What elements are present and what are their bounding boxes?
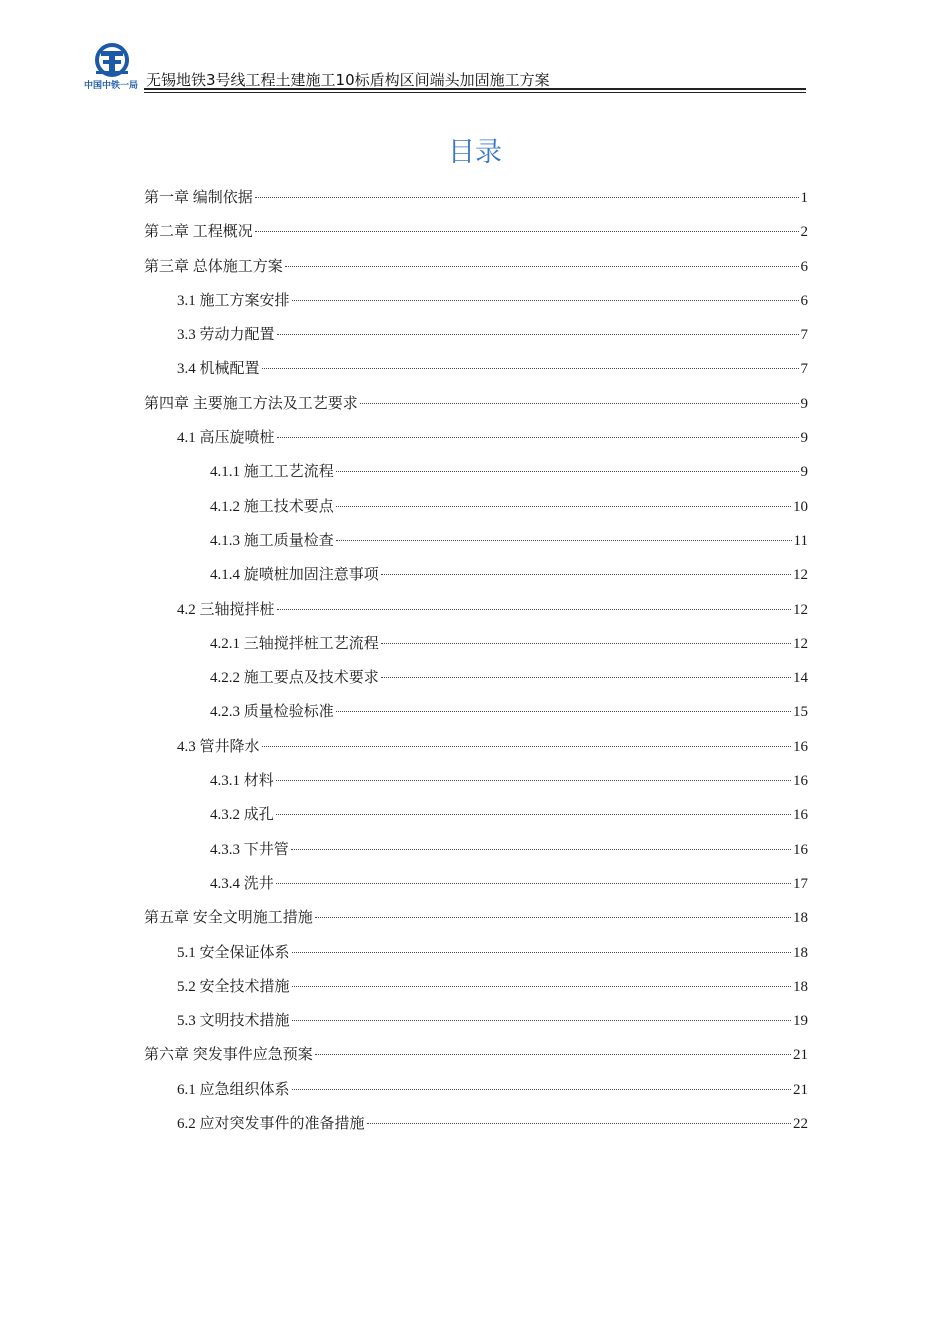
toc-entry-label: 第一章 编制依据 — [144, 190, 253, 206]
toc-entry[interactable] — [144, 941, 808, 975]
toc-leader-dots — [277, 609, 791, 610]
toc-entry[interactable] — [144, 1043, 808, 1077]
toc-entry-label: 3.1 施工方案安排 — [177, 292, 290, 309]
toc-leader-dots — [360, 403, 799, 404]
toc-entry-page: 16 — [793, 773, 808, 790]
toc-entry-page: 2 — [800, 224, 808, 241]
toc-entry[interactable] — [144, 357, 808, 391]
toc-entry-label: 4.3.2 成孔 — [210, 807, 274, 824]
toc-leader-dots — [336, 711, 791, 712]
toc-entry-label: 4.1.1 施工工艺流程 — [210, 464, 334, 481]
toc-leader-dots — [336, 540, 792, 541]
toc-leader-dots — [315, 1054, 791, 1055]
toc-leader-dots — [255, 197, 799, 198]
toc-entry[interactable] — [144, 803, 808, 837]
toc-entry-page: 11 — [793, 532, 808, 549]
toc-entry-label: 4.3.1 材料 — [210, 773, 274, 790]
toc-leader-dots — [292, 986, 791, 987]
toc-entry-label: 4.2.2 施工要点及技术要求 — [210, 670, 379, 687]
toc-entry[interactable] — [144, 735, 808, 769]
toc-entry[interactable] — [144, 838, 808, 872]
toc-entry[interactable] — [144, 563, 808, 597]
toc-entry-label: 4.1 高压旋喷桩 — [177, 430, 275, 447]
toc-entry-page: 6 — [800, 292, 808, 309]
toc-entry-page: 18 — [793, 978, 808, 995]
toc-entry-label: 6.1 应急组织体系 — [177, 1081, 290, 1098]
toc-leader-dots — [276, 883, 791, 884]
toc-entry-label: 4.3.3 下井管 — [210, 841, 289, 858]
toc-entry-label: 4.3.4 洗井 — [210, 875, 274, 892]
toc-leader-dots — [276, 780, 791, 781]
toc-entry-label: 5.2 安全技术措施 — [177, 978, 290, 995]
toc-entry[interactable] — [144, 598, 808, 632]
toc-title: 目录 — [448, 137, 502, 168]
toc-leader-dots — [336, 471, 799, 472]
toc-entry[interactable] — [144, 700, 808, 734]
toc-entry[interactable] — [144, 1078, 808, 1112]
toc-entry-page: 15 — [793, 704, 808, 721]
table-of-contents — [144, 186, 808, 1146]
toc-entry-page: 16 — [793, 841, 808, 858]
toc-entry-label: 4.3 管井降水 — [177, 738, 260, 755]
toc-leader-dots — [381, 677, 791, 678]
toc-entry-label: 第三章 总体施工方案 — [144, 258, 283, 275]
toc-entry[interactable] — [144, 495, 808, 529]
toc-entry[interactable] — [144, 872, 808, 906]
toc-entry-label: 第六章 突发事件应急预案 — [144, 1047, 313, 1064]
toc-entry-label: 4.2 三轴搅拌桩 — [177, 601, 275, 618]
toc-entry[interactable] — [144, 426, 808, 460]
toc-entry-page: 18 — [793, 944, 808, 961]
toc-entry-page: 12 — [793, 601, 808, 618]
toc-leader-dots — [336, 506, 791, 507]
toc-entry-label: 第四章 主要施工方法及工艺要求 — [144, 395, 358, 412]
toc-entry-label: 第五章 安全文明施工措施 — [144, 910, 313, 927]
toc-entry[interactable] — [144, 632, 808, 666]
toc-leader-dots — [381, 643, 791, 644]
toc-entry-page: 14 — [793, 670, 808, 687]
toc-entry-label: 4.1.4 旋喷桩加固注意事项 — [210, 567, 379, 584]
toc-entry-label: 3.4 机械配置 — [177, 361, 260, 378]
toc-leader-dots — [292, 952, 791, 953]
header-rule — [144, 88, 806, 93]
toc-entry-page: 1 — [800, 190, 808, 206]
toc-leader-dots — [255, 231, 799, 232]
toc-entry-page: 12 — [793, 567, 808, 584]
toc-entry[interactable] — [144, 392, 808, 426]
toc-entry-page: 6 — [800, 258, 808, 275]
toc-entry[interactable] — [144, 255, 808, 289]
toc-leader-dots — [291, 849, 791, 850]
toc-entry-page: 12 — [793, 635, 808, 652]
toc-entry-page: 7 — [800, 361, 808, 378]
toc-leader-dots — [381, 574, 791, 575]
toc-entry-label: 4.1.3 施工质量检查 — [210, 532, 334, 549]
toc-leader-dots — [277, 334, 799, 335]
toc-entry[interactable] — [144, 1009, 808, 1043]
toc-entry[interactable] — [144, 529, 808, 563]
toc-entry[interactable] — [144, 289, 808, 323]
toc-entry-label: 4.1.2 施工技术要点 — [210, 498, 334, 515]
header-title: 无锡地铁3号线工程土建施工10标盾构区间端头加固施工方案 — [146, 71, 550, 89]
toc-entry-page: 18 — [793, 910, 808, 927]
toc-entry[interactable] — [144, 975, 808, 1009]
toc-entry-page: 17 — [793, 875, 808, 892]
toc-leader-dots — [262, 746, 791, 747]
toc-entry[interactable] — [144, 1112, 808, 1146]
toc-entry[interactable] — [144, 186, 808, 220]
toc-leader-dots — [262, 368, 799, 369]
toc-entry[interactable] — [144, 220, 808, 254]
toc-leader-dots — [292, 1020, 791, 1021]
toc-leader-dots — [315, 917, 791, 918]
toc-entry-page: 9 — [800, 395, 808, 412]
toc-entry[interactable] — [144, 666, 808, 700]
toc-entry[interactable] — [144, 323, 808, 357]
toc-entry-label: 第二章 工程概况 — [144, 224, 253, 241]
toc-entry-page: 9 — [800, 464, 808, 481]
toc-entry-page: 9 — [800, 430, 808, 447]
toc-entry-label: 5.3 文明技术措施 — [177, 1013, 290, 1030]
toc-leader-dots — [367, 1123, 791, 1124]
toc-entry-page: 16 — [793, 807, 808, 824]
toc-leader-dots — [277, 437, 799, 438]
toc-entry-page: 21 — [793, 1081, 808, 1098]
toc-entry-page: 22 — [793, 1116, 808, 1133]
toc-leader-dots — [292, 1089, 791, 1090]
toc-entry-page: 21 — [793, 1047, 808, 1064]
toc-entry[interactable] — [144, 460, 808, 494]
toc-entry-label: 5.1 安全保证体系 — [177, 944, 290, 961]
toc-leader-dots — [276, 814, 791, 815]
toc-entry-page: 16 — [793, 738, 808, 755]
toc-entry-label: 6.2 应对突发事件的准备措施 — [177, 1116, 365, 1133]
toc-entry[interactable] — [144, 906, 808, 940]
toc-entry-label: 4.2.3 质量检验标准 — [210, 704, 334, 721]
toc-entry-page: 10 — [793, 498, 808, 515]
logo-text: 中国中铁一局 — [84, 81, 139, 91]
toc-entry-page: 7 — [800, 327, 808, 344]
toc-entry[interactable] — [144, 769, 808, 803]
toc-leader-dots — [285, 266, 799, 267]
toc-entry-page: 19 — [793, 1013, 808, 1030]
toc-entry-label: 4.2.1 三轴搅拌桩工艺流程 — [210, 635, 379, 652]
toc-leader-dots — [292, 300, 799, 301]
page-header — [84, 42, 806, 92]
toc-entry-label: 3.3 劳动力配置 — [177, 327, 275, 344]
